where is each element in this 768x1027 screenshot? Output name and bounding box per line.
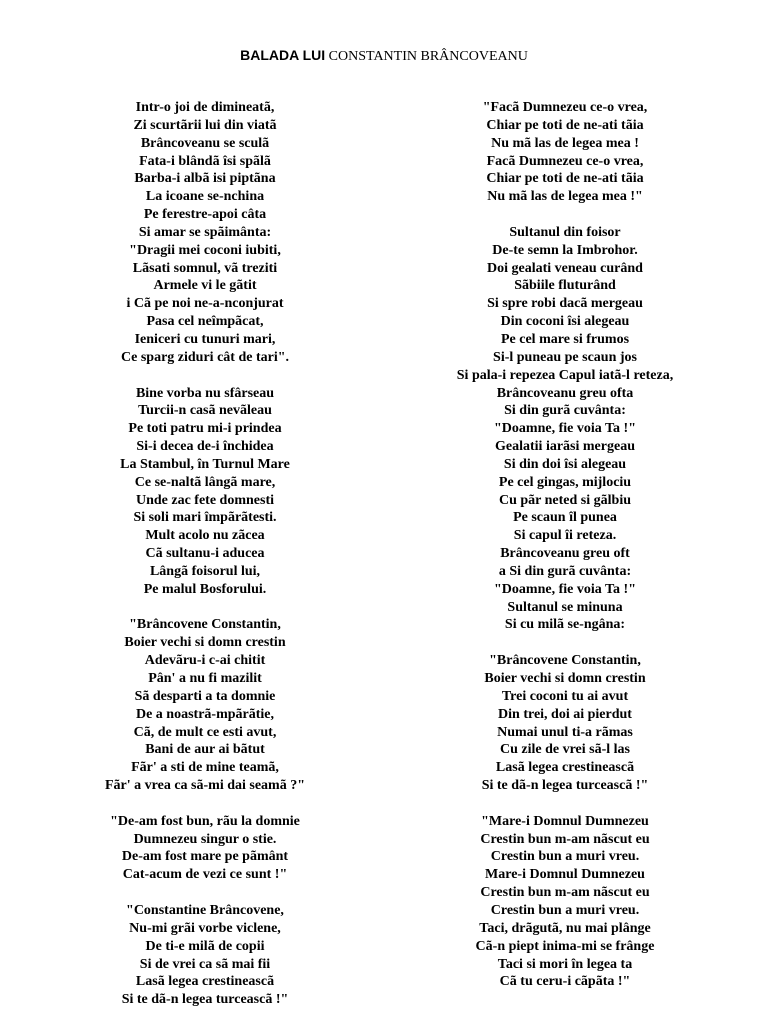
verse-line: Nu-mi grãi vorbe viclene,	[129, 920, 281, 936]
stanza	[60, 99, 350, 367]
verse-line: Cã, de mult ce esti avut,	[133, 724, 277, 740]
verse-line: a Si din gurã cuvânta:	[498, 563, 632, 579]
verse-line: Pân' a nu fi mazilit	[148, 671, 262, 686]
verse-line: Fãr' a sti de mine teamã,	[131, 760, 279, 776]
verse-line: Crestin bun m-am nãscut eu	[480, 831, 650, 847]
stanza	[415, 652, 715, 795]
verse-line: Bani de aur ai bãtut	[145, 742, 265, 758]
verse-line: Brâncoveanu greu ofta	[496, 385, 634, 401]
verse-line: Si din doi îsi alegeau	[503, 456, 627, 472]
verse-line: Cã-n piept inima-mi se frânge	[475, 938, 655, 954]
verse-line: Lângã foisorul lui,	[149, 563, 261, 579]
verse-line: Nu mã las de legea mea !	[491, 135, 639, 151]
verse-line: Si de vrei ca sã mai fii	[139, 956, 271, 972]
verse-line: "Brâncovene Constantin,	[129, 617, 281, 633]
verse-line: Pe toti patru mi-i prindea	[128, 421, 282, 437]
verse-line: Barba-i albã isi piptãna	[134, 171, 276, 187]
verse-line: De a noastrã-mpãrãtie,	[135, 706, 275, 722]
verse-line: Ce se-naltã lângã mare,	[134, 474, 276, 490]
verse-line: Si soli mari împãrãtesti.	[133, 510, 277, 526]
verse-line: "Brâncovene Constantin,	[489, 653, 641, 669]
verse-line: Turcii-n casã nevãleau	[138, 403, 272, 419]
verse-line: Crestin bun a muri vreu.	[490, 902, 640, 918]
verse-line: Taci, drãgutã, nu mai plânge	[479, 920, 651, 936]
poem-right-column	[415, 99, 715, 1009]
verse-line: Fata-i blândã îsi spãlã	[139, 153, 271, 169]
verse-line: "De-am fost bun, rãu la domnie	[110, 813, 300, 829]
title-part-1: BALADA LUI	[240, 47, 326, 63]
verse-line: Armele vi le gãtit	[153, 278, 257, 294]
verse-line: "Mare-i Domnul Dumnezeu	[481, 813, 649, 829]
verse-line: Si pala-i repezea Capul iatã-l reteza,	[456, 367, 674, 383]
verse-line: Si te dã-n legea turceascã !"	[121, 992, 289, 1008]
verse-line: "Constantine Brâncovene,	[126, 902, 284, 918]
verse-line: Nu mã las de legea mea !"	[487, 189, 643, 205]
verse-line: "Doamne, fie voia Ta !"	[494, 581, 636, 597]
verse-line: Sultanul din foisor	[509, 224, 621, 240]
verse-line: Boier vechi si domn crestin	[124, 635, 286, 651]
verse-line: Sã desparti a ta domnie	[134, 688, 276, 704]
verse-line: Crestin bun a muri vreu.	[490, 849, 640, 865]
verse-line: Facã Dumnezeu ce-o vrea,	[486, 153, 644, 169]
verse-line: Taci si mori în legea ta	[497, 956, 633, 972]
verse-line: Pe cel gingas, mijlociu	[498, 474, 632, 490]
stanza	[60, 902, 350, 1009]
verse-line: Pe ferestre-apoi câta	[143, 207, 267, 223]
verse-line: Cã tu ceru-i cãpãta !"	[499, 974, 631, 990]
verse-line: Si te dã-n legea turceascã !"	[481, 778, 649, 794]
verse-line: Din trei, doi ai pierdut	[498, 706, 632, 722]
verse-line: Din coconi îsi alegeau	[500, 314, 630, 330]
verse-line: Adevãru-i c-ai chitit	[144, 653, 266, 669]
title-part-2: CONSTANTIN BRÂNCOVEANU	[328, 49, 528, 64]
verse-line: Si spre robi dacã mergeau	[487, 296, 643, 312]
verse-line: Mare-i Domnul Dumnezeu	[485, 867, 645, 883]
verse-line: Trei coconi tu ai avut	[501, 688, 629, 704]
verse-line: Doi gealati veneau curând	[487, 260, 643, 276]
verse-line: Fãr' a vrea ca sã-mi dai seamã ?"	[105, 778, 305, 794]
verse-line: Si-l puneau pe scaun jos	[493, 349, 637, 365]
verse-line: Intr-o joi de dimineatã,	[135, 100, 275, 115]
verse-line: De-te semn la Imbrohor.	[492, 242, 638, 258]
verse-line: i Cã pe noi ne-a-nconjurat	[126, 296, 284, 312]
verse-line: Cu zile de vrei sã-l las	[499, 742, 630, 758]
verse-line: Numai unul ti-a rãmas	[497, 724, 633, 740]
verse-line: Cã sultanu-i aducea	[145, 546, 265, 562]
verse-line: Lãsati somnul, vã treziti	[132, 260, 278, 276]
verse-line: La Stambul, în Turnul Mare	[120, 456, 290, 472]
stanza	[60, 616, 350, 794]
verse-line: De ti-e milã de copii	[145, 938, 265, 954]
verse-line: Pasa cel neîmpãcat,	[146, 314, 264, 330]
document-title	[0, 46, 768, 66]
verse-line: Zi scurtãrii lui din viatã	[133, 117, 277, 133]
poem-left-column	[60, 99, 350, 1027]
verse-line: Lasã legea crestineascã	[135, 974, 275, 990]
verse-line: Si cu milã se-ngâna:	[504, 617, 626, 633]
verse-line: Pe scaun îl punea	[513, 510, 617, 526]
verse-line: Boier vechi si domn crestin	[484, 671, 646, 686]
verse-line: Si amar se spãimânta:	[138, 224, 272, 240]
verse-line: Dumnezeu singur o stie.	[133, 831, 277, 847]
verse-line: "Facã Dumnezeu ce-o vrea,	[482, 100, 648, 115]
verse-line: Mult acolo nu zãcea	[145, 528, 265, 544]
verse-line: Pe cel mare si frumos	[500, 331, 630, 347]
verse-line: Pe malul Bosforului.	[143, 581, 267, 597]
verse-line: Crestin bun m-am nãscut eu	[480, 885, 650, 901]
verse-line: "Dragii mei coconi iubiti,	[129, 242, 281, 258]
verse-line: "Doamne, fie voia Ta !"	[494, 421, 636, 437]
verse-line: Bine vorba nu sfârseau	[135, 385, 275, 401]
verse-line: De-am fost mare pe pãmânt	[121, 849, 289, 865]
verse-line: Brâncoveanu se sculã	[140, 135, 270, 151]
verse-line: Ce sparg ziduri cât de tari".	[121, 349, 289, 365]
verse-line: Gealatii iarãsi mergeau	[495, 439, 635, 455]
verse-line: La icoane se-nchina	[145, 189, 265, 205]
verse-line: Si capul îi reteza.	[513, 528, 617, 544]
verse-line: Brâncoveanu greu oft	[500, 546, 630, 562]
verse-line: Cu pãr neted si gãlbiu	[499, 492, 631, 508]
verse-line: Sultanul se minuna	[507, 599, 623, 615]
stanza	[60, 813, 350, 884]
stanza	[415, 813, 715, 991]
stanza	[60, 385, 350, 599]
verse-line: Cat-acum de vezi ce sunt !"	[122, 867, 288, 883]
verse-line: Unde zac fete domnesti	[135, 492, 275, 508]
verse-line: Si-i decea de-i închidea	[136, 439, 274, 455]
verse-line: Lasã legea crestineascã	[495, 760, 635, 776]
stanza	[415, 224, 715, 634]
verse-line: Sãbiile fluturând	[514, 278, 616, 294]
stanza	[415, 99, 715, 206]
verse-line: Si din gurã cuvânta:	[504, 403, 626, 419]
verse-line: Chiar pe toti de ne-ati tãia	[486, 171, 644, 187]
verse-line: Chiar pe toti de ne-ati tãia	[486, 117, 644, 133]
verse-line: Ieniceri cu tunuri mari,	[134, 331, 276, 347]
